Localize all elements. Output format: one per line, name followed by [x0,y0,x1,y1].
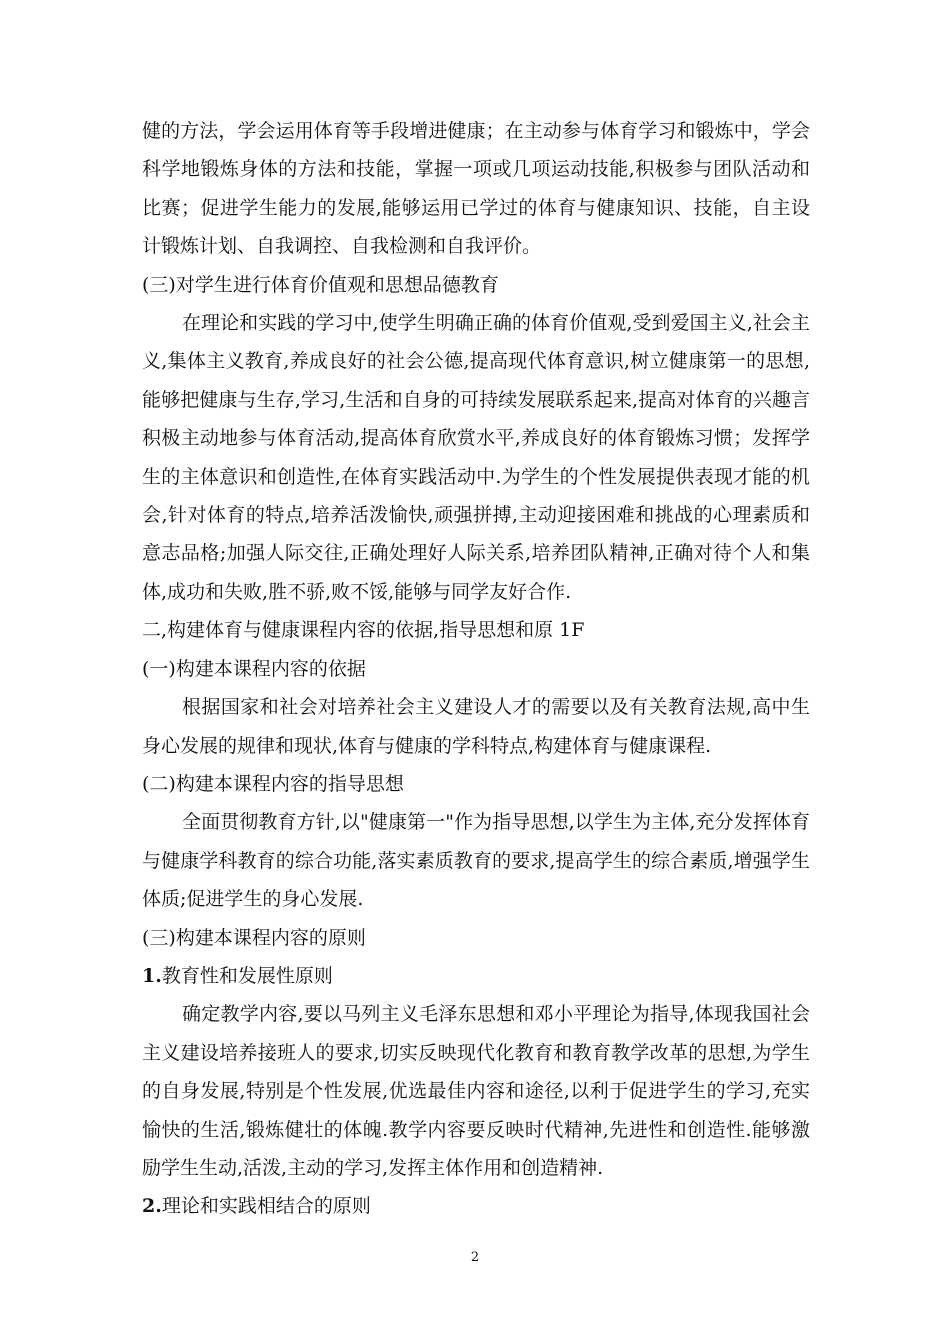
heading-values-education: (三)对学生进行体育价值观和思想品德教育 [142,273,499,296]
heading-basis: (一)构建本课程内容的依据 [142,657,366,680]
paragraph-principle-one: 确定教学内容,要以马列主义毛泽东思想和邓小平理论为指导,体现我国社会主义建设培养接班人的要求,切实反映现代化教育和教育教学改革的思想,为学生的自身发展,特别是个性发展,优选最佳内容和途径,以利于促进学生的学习,充实愉快的生活,锻炼健壮的体魄.教学内容要反映时代精神,先进性和创造性.能够激励学生生动,活泼,主动的学习,发挥主体作用和创造精神. [142,1003,810,1179]
page-number: 2 [470,1250,480,1265]
heading-guiding-ideology: (二)构建本课程内容的指导思想 [142,772,404,795]
heading-principles: (三)构建本课程内容的原则 [142,926,366,949]
paragraph-guiding-ideology: 全面贯彻教育方针,以"健康第一"作为指导思想,以学生为主体,充分发挥体育与健康学科教育的综合功能,落实素质教育的要求,提高学生的综合素质,增强学生体质;促进学生的身心发展. [142,811,810,911]
document-body [142,112,810,1226]
heading-principle-one [142,957,810,995]
paragraph-health-methods: 健的方法，学会运用体育等手段增进健康；在主动参与体育学习和锻炼中，学会科学地锻炼身体的方法和技能，掌握一项或几项运动技能,积极参与团队活动和比赛；促进学生能力的发展,能够运用已学过的体育与健康知识、技能，自主设计锻炼计划、自我调控、自我检测和自我评价。 [142,120,810,258]
principle-one-title: 教育性和发展性原则 [161,964,333,987]
principle-one-number: 1. [142,964,162,987]
paragraph-values-education: 在理论和实践的学习中,使学生明确正确的体育价值观,受到爱国主义,社会主义,集体主义教育,养成良好的社会公德,提高现代体育意识,树立健康第一的思想,能够把健康与生存,学习,生活和自身的可持续发展联系起来,提高对体育的兴趣言积极主动地参与体育活动,提高体育欣赏水平,养成良好的体育锻炼习惯；发挥学生的主体意识和创造性,在体育实践活动中.为学生的个性发展提供表现才能的机会,针对体育的特点,培养活泼愉快,顽强拼搏,主动迎接困难和挑战的心理素质和意志品格;加强人际交往,正确处理好人际关系,培养团队精神,正确对待个人和集体,成功和失败,胜不骄,败不馁,能够与同学友好合作. [142,312,810,603]
paragraph-basis: 根据国家和社会对培养社会主义建设人才的需要以及有关教育法规,高中生身心发展的规律和现状,体育与健康的学科特点,构建体育与健康课程. [142,696,810,757]
heading-section-two: 二,构建体育与健康课程内容的依据,指导思想和原 1F [142,619,585,642]
principle-two-title: 理论和实践相结合的原则 [161,1195,371,1218]
heading-principle-two [142,1187,810,1225]
principle-two-number: 2. [142,1195,162,1218]
